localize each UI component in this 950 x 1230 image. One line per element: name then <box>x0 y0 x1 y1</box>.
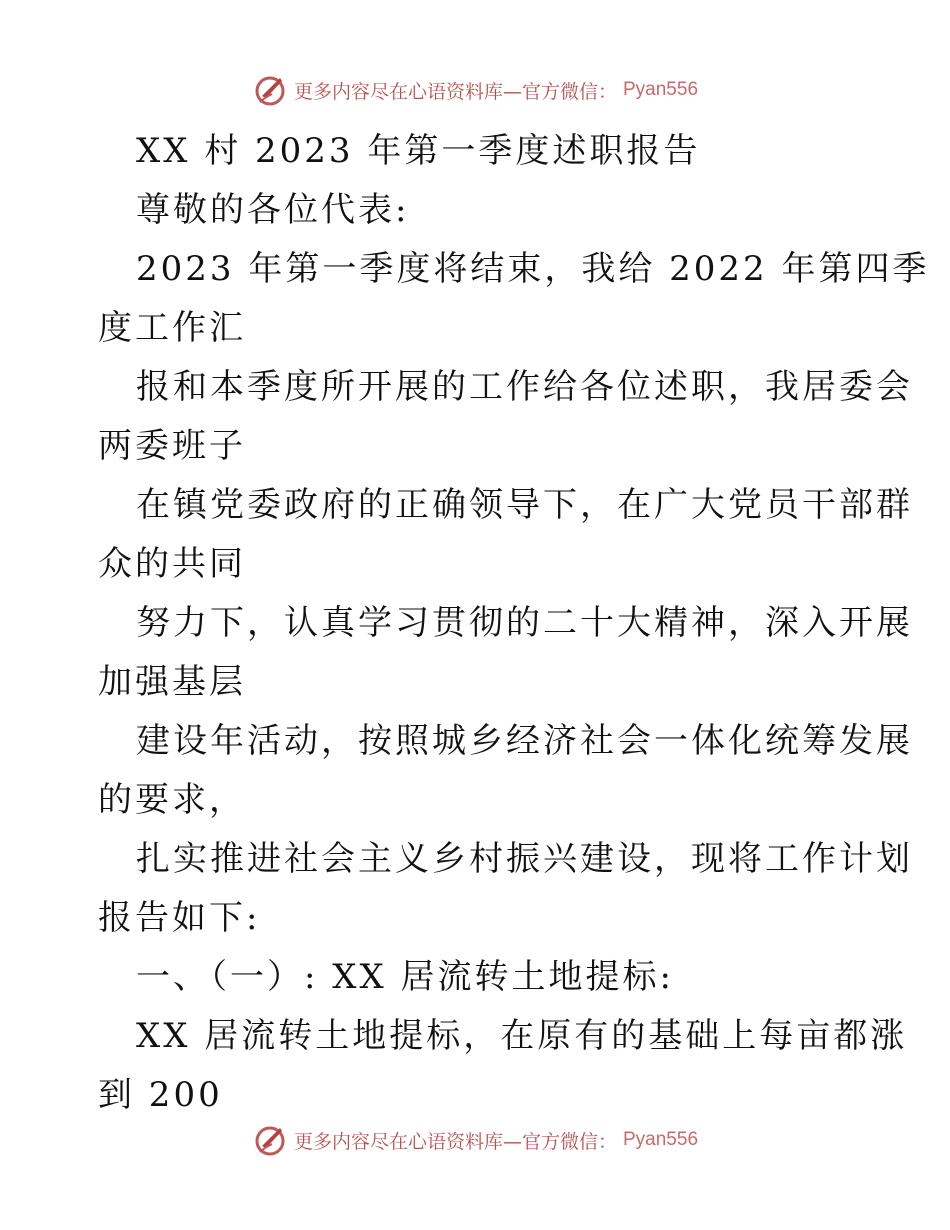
watermark-id: Pyan556 <box>623 79 699 100</box>
section-heading: 一、（一）: XX 居流转土地提标: <box>136 957 674 997</box>
paragraph-line: 度工作汇 <box>98 308 246 348</box>
paragraph-line: 2023 年第一季度将结束，我给 2022 年第四季 <box>136 249 930 289</box>
paragraph-line: 报告如下: <box>98 898 261 938</box>
paragraph-line: 两委班子 <box>98 426 246 466</box>
paragraph-line: 众的共同 <box>98 544 246 584</box>
paragraph-line: 到 200 <box>98 1075 223 1115</box>
paragraph-line: 报和本季度所开展的工作给各位述职，我居委会 <box>136 367 913 407</box>
paragraph-line: 努力下，认真学习贯彻的二十大精神，深入开展 <box>136 603 913 643</box>
quill-circle-logo-icon <box>252 72 288 108</box>
paragraph-line: 建设年活动，按照城乡经济社会一体化统筹发展 <box>136 721 913 761</box>
paragraph-line: 在镇党委政府的正确领导下，在广大党员干部群 <box>136 485 913 525</box>
document-title: XX 村 2023 年第一季度述职报告 <box>136 131 701 171</box>
quill-circle-logo-icon <box>252 1122 288 1158</box>
paragraph-line: XX 居流转土地提标，在原有的基础上每亩都涨 <box>136 1016 908 1056</box>
paragraph-line: 的要求， <box>98 780 246 820</box>
paragraph-line: 扎实推进社会主义乡村振兴建设，现将工作计划 <box>136 839 913 879</box>
watermark-text: 更多内容尽在心语资料库—官方微信： <box>293 80 617 103</box>
watermark-header <box>0 72 950 108</box>
paragraph-line: 加强基层 <box>98 662 246 702</box>
watermark-footer <box>0 1122 950 1158</box>
watermark-id: Pyan556 <box>623 1129 699 1150</box>
watermark-text: 更多内容尽在心语资料库—官方微信： <box>293 1130 617 1153</box>
salutation: 尊敬的各位代表: <box>136 190 410 230</box>
document-body <box>98 122 930 1125</box>
